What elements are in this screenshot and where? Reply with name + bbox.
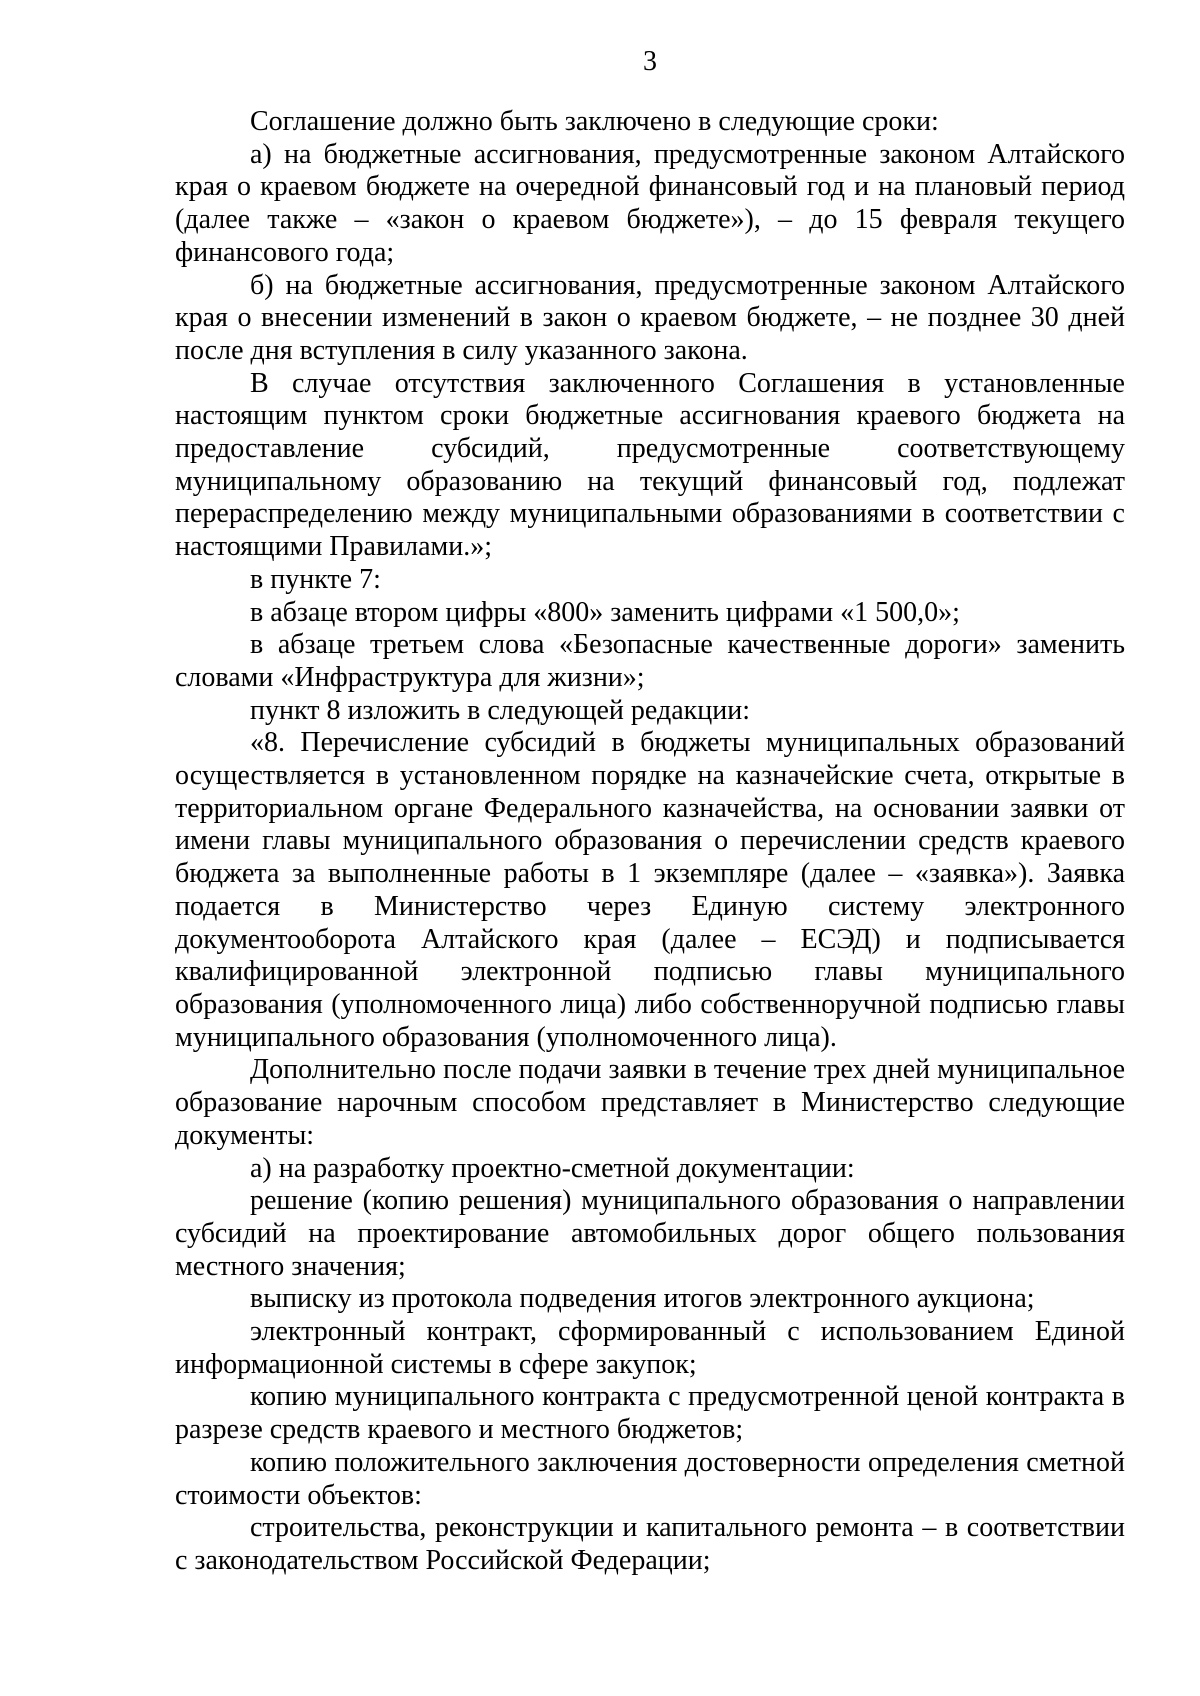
paragraph: В случае отсутствия заключенного Соглашения в установленные настоящим пунктом сроки бюджетные ассигнования краевого бюджета на предоставление субсидий, предусмотренные соответствующему муниципальному образованию на текущий финансовый год, подлежат перераспределению между муниципальными образованиями в соответствии с настоящими Правилами.»; [175,367,1125,563]
paragraph: Соглашение должно быть заключено в следующие сроки: [250,106,939,137]
paragraph: «8. Перечисление субсидий в бюджеты муниципальных образований осуществляется в установленном порядке на казначейские счета, открытые в территориальном органе Федерального казначейства, на основании заявки от имени главы муниципального образования о перечислении средств краевого бюджета за выполненные работы в 1 экземпляре (далее – «заявка»). Заявка подается в Министерство через Единую систему электронного документооборота Алтайского края (далее – ЕСЭД) и подписывается квалифицированной электронной подписью главы муниципального образования (уполномоченного лица) либо собственноручной подписью главы муниципального образования (уполномоченного лица). [175,727,1125,1053]
paragraph: б) на бюджетные ассигнования, предусмотренные законом Алтайского края о внесении изменений в закон о краевом бюджете, – не позднее 30 дней после дня вступления в силу указанного закона. [175,269,1125,366]
paragraph: в пункте 7: [250,563,381,595]
paragraph: копию положительного заключения достоверности определения сметной стоимости объектов: [175,1446,1125,1511]
paragraph: а) на разработку проектно-сметной документации: [250,1152,855,1184]
paragraph: Дополнительно после подачи заявки в течение трех дней муниципальное образование нарочным способом представляет в Министерство следующие документы: [175,1054,1125,1151]
paragraph: решение (копию решения) муниципального образования о направлении субсидий на проектирование автомобильных дорог общего пользования местного значения; [175,1185,1125,1282]
paragraph: выписку из протокола подведения итогов электронного аукциона; [250,1283,1035,1315]
paragraph: в абзаце третьем слова «Безопасные качественные дороги» заменить словами «Инфраструктура для жизни»; [175,629,1125,693]
paragraph: в абзаце втором цифры «800» заменить цифрами «1 500,0»; [250,596,960,628]
paragraph: а) на бюджетные ассигнования, предусмотренные законом Алтайского края о краевом бюджете на очередной финансовый год и на плановый период (далее также – «закон о краевом бюджете»), – до 15 февраля текущего финансового года; [175,138,1125,268]
paragraph: пункт 8 изложить в следующей редакции: [250,694,750,726]
document-body [175,106,1125,1578]
paragraph: копию муниципального контракта с предусмотренной ценой контракта в разрезе средств краевого и местного бюджетов; [175,1381,1125,1446]
paragraph: строительства, реконструкции и капитального ремонта – в соответствии с законодательством Российской Федерации; [175,1512,1125,1576]
page-number: 3 [643,46,657,77]
paragraph: электронный контракт, сформированный с использованием Единой информационной системы в сфере закупок; [175,1316,1125,1380]
